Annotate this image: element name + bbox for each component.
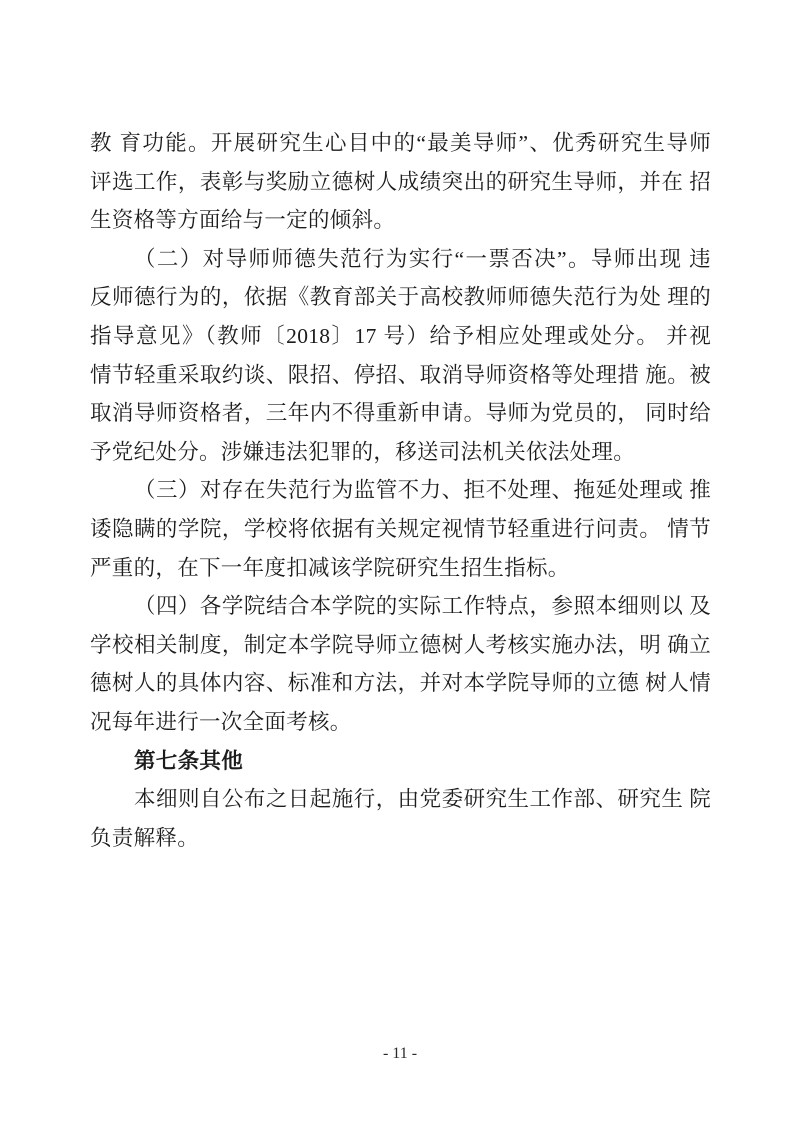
text-line: 本细则自公布之日起施行，由党委研究生工作部、研究生 院: [134, 787, 711, 812]
text-line: 予党纪处分。涉嫌违法犯罪的，移送司法机关依法处理。: [90, 439, 636, 464]
text-line: （二）对导师师德失范行为实行“一票否决”。导师出现 违: [134, 246, 711, 271]
text-line: 第七条其他: [134, 748, 244, 773]
text-line: （三）对存在失范行为监管不力、拒不处理、拖延处理或 推: [134, 478, 711, 503]
text-line: （四）各学院结合本学院的实际工作特点，参照本细则以 及: [134, 594, 711, 619]
text-line: 生资格等方面给与一定的倾斜。: [90, 208, 396, 233]
text-line: 诿隐瞒的学院，学校将依据有关规定视情节轻重进行问责。 情节: [90, 516, 711, 541]
text-line: 严重的，在下一年度扣减该学院研究生招生指标。: [90, 555, 570, 580]
paragraph: [90, 780, 711, 857]
text-line: 反师德行为的，依据《教育部关于高校教师师德失范行为处 理的: [90, 285, 711, 310]
text-line: 德树人的具体内容、标准和方法，并对本学院导师的立德 树人情: [90, 671, 711, 696]
text-line: 负责解释。: [90, 825, 200, 850]
paragraph: [90, 124, 711, 240]
page-number: - 11 -: [382, 1045, 418, 1062]
section-heading: [90, 742, 711, 781]
document-body: [90, 124, 711, 857]
text-line: 评选工作，表彰与奖励立德树人成绩突出的研究生导师，并在 招: [90, 169, 711, 194]
text-line: 取消导师资格者，三年内不得重新申请。导师为党员的， 同时给: [90, 401, 711, 426]
text-line: 指导意见》（教师〔2018〕17 号）给予相应处理或处分。 并视: [90, 323, 711, 348]
paragraph: [90, 240, 711, 472]
paragraph: [90, 587, 711, 741]
text-line: 学校相关制度，制定本学院导师立德树人考核实施办法，明 确立: [90, 632, 711, 657]
text-line: 况每年进行一次全面考核。: [90, 709, 352, 734]
text-line: 教 育功能。开展研究生心目中的“最美导师”、优秀研究生导师: [90, 131, 711, 155]
text-line: 情节轻重采取约谈、限招、停招、取消导师资格等处理措 施。被: [90, 362, 711, 387]
paragraph: [90, 471, 711, 587]
